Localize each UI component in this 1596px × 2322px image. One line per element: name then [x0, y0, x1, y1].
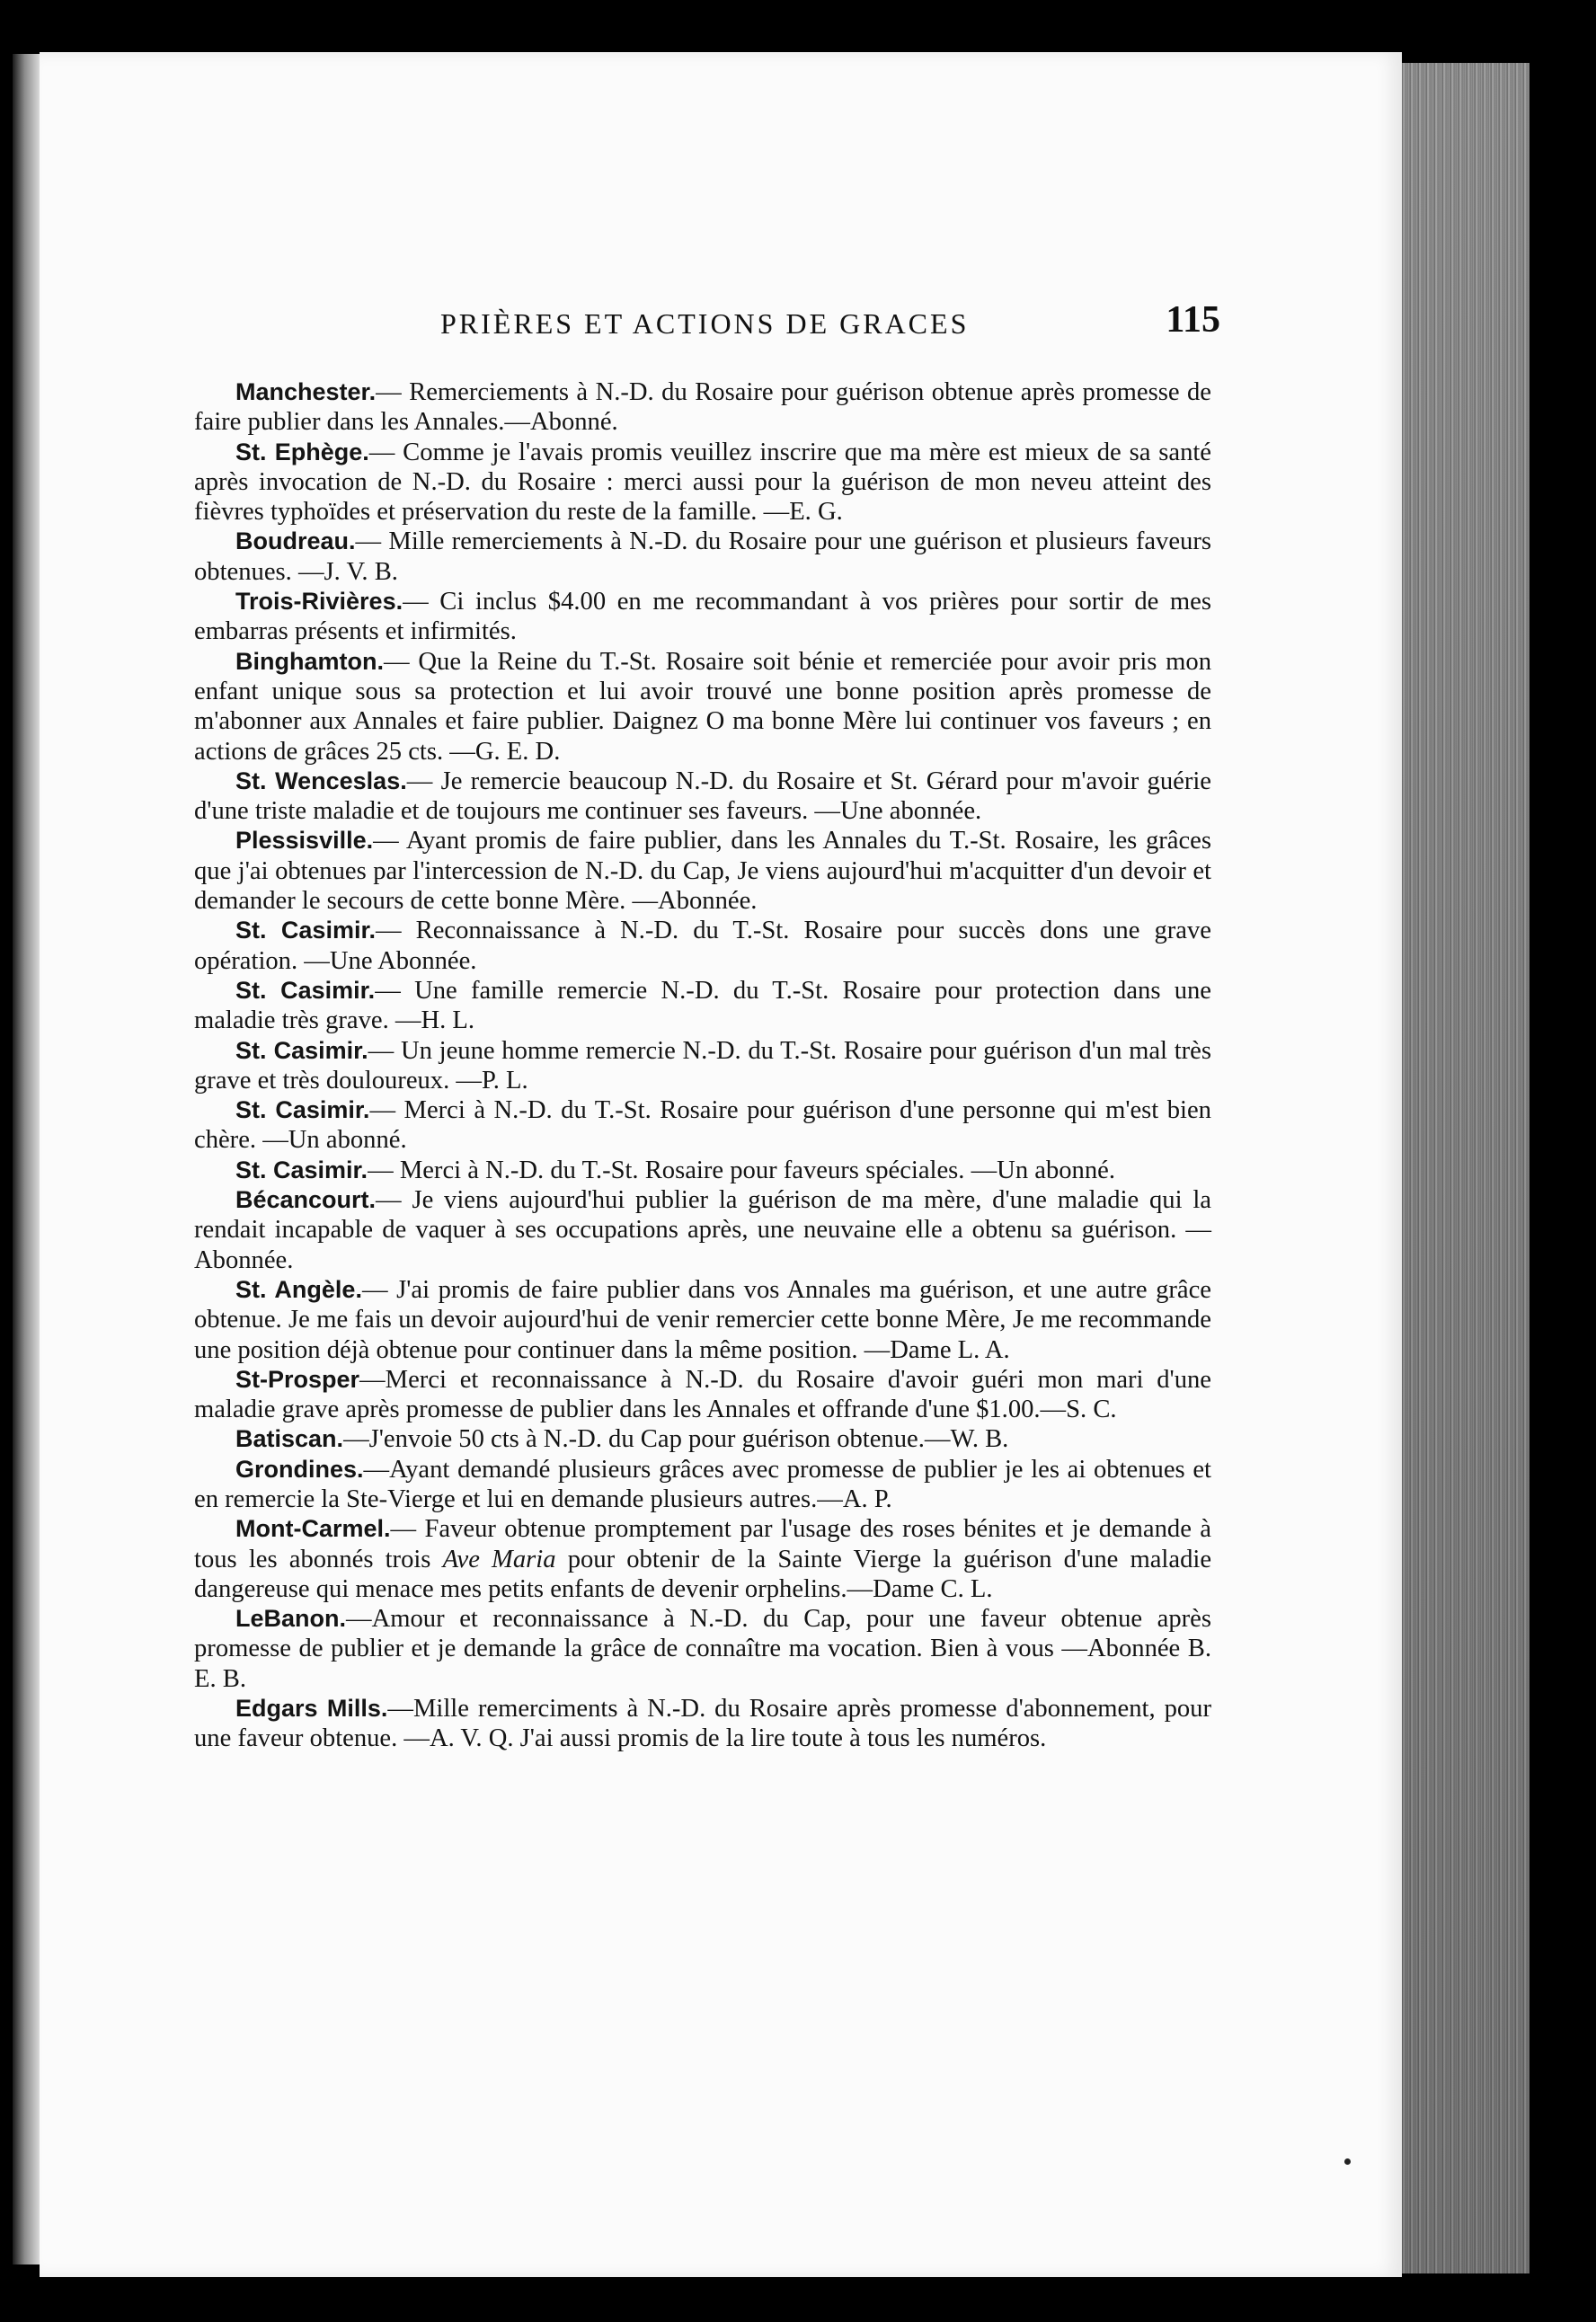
entry-text: — Je viens aujourd'hui publier la guérison de ma mère, d'une maladie qui la rendait incapable de vaquer à ses occupations après, une neuvaine elle a obtenu sa guérison. —Abonnée.: [194, 1186, 1211, 1274]
entry-edgars-mills: [194, 1694, 1211, 1754]
entry-manchester: [194, 377, 1211, 438]
entry-text: — Ci inclus $4.00 en me recommandant à vos prières pour sortir de mes embarras présents et infirmités.: [194, 588, 1211, 646]
entry-text: — Un jeune homme remercie N.-D. du T.-St. Rosaire pour guérison d'un mal très grave et très douloureux. —P. L.: [194, 1036, 1211, 1095]
entry-place: St. Casimir.: [235, 1036, 368, 1064]
entry-place: Binghamton.: [235, 647, 384, 675]
page-header: [207, 299, 1220, 359]
entry-place: Manchester.: [235, 378, 377, 405]
entry-st-ephege: [194, 438, 1211, 527]
page-stack-edge: [1391, 63, 1530, 2273]
entry-place: Mont-Carmel.: [235, 1515, 391, 1543]
entry-text: — Je remercie beaucoup N.-D. du Rosaire et St. Gérard pour m'avoir guérie d'une triste maladie et de toujours me continuer ses faveurs. —Une abonnée.: [194, 767, 1211, 826]
entry-text: — Merci à N.-D. du T.-St. Rosaire pour guérison d'une personne qui m'est bien chère. —Un abonné.: [194, 1096, 1211, 1155]
entry-place: St. Ephège.: [235, 438, 369, 465]
entry-place: Trois-Rivières.: [235, 588, 403, 616]
entry-place: St. Angèle.: [235, 1275, 362, 1303]
entry-text: —Mille remerciments à N.-D. du Rosaire après promesse d'abonnement, pour une faveur obtenue. —A. V. Q. J'ai aussi promis de la lire toute à tous les numéros.: [194, 1695, 1211, 1753]
entry-place: Boudreau.: [235, 527, 356, 555]
entry-st-casimir-3: [194, 1036, 1211, 1096]
entry-text-before: — Faveur obtenue promptement par l'usage des roses bénites et je demande à tous les abonnés trois: [194, 1515, 1211, 1573]
entry-text: — J'ai promis de faire publier dans vos Annales ma guérison, et une autre grâce obtenue. Je me fais un devoir aujourd'hui de venir remercier cette bonne Mère, Je me recommande une position déjà obtenue pour continuer dans la même position. —Dame L. A.: [194, 1275, 1211, 1364]
entry-trois-rivieres: [194, 587, 1211, 647]
entry-text: —Ayant demandé plusieurs grâces avec promesse de publier je les ai obtenues et en remercie la Ste-Vierge et lui en demande plusieurs autres.—A. P.: [194, 1455, 1211, 1513]
entry-place: Bécancourt.: [235, 1186, 377, 1214]
page-number: 115: [1166, 299, 1220, 341]
entry-place: St. Casimir.: [235, 1096, 370, 1124]
entry-place: Edgars Mills.: [235, 1695, 388, 1723]
entry-text: — Reconnaissance à N.-D. du T.-St. Rosaire pour succès dons une grave opération. —Une Abonnée.: [194, 917, 1211, 975]
entry-grondines: [194, 1455, 1211, 1515]
entry-text: — Comme je l'avais promis veuillez inscrire que ma mère est mieux de sa santé après invocation de N.-D. du Rosaire : merci aussi pour la guérison de mon neveu atteint des fièvres typhoïdes et préservation du reste de la famille. —E. G.: [194, 438, 1211, 527]
entry-text: —J'envoie 50 cts à N.-D. du Cap pour guérison obtenue.—W. B.: [343, 1425, 1009, 1454]
entry-text: — Une famille remercie N.-D. du T.-St. Rosaire pour protection dans une maladie très grave. —H. L.: [194, 976, 1211, 1035]
entry-text: —Amour et reconnaissance à N.-D. du Cap, pour une faveur obtenue après promesse de publier et je demande la grâce de connaître ma vocation. Bien à vous —Abonnée B. E. B.: [194, 1605, 1211, 1693]
entry-mont-carmel: [194, 1514, 1211, 1604]
entry-place: Grondines.: [235, 1455, 364, 1483]
running-title: PRIÈRES ET ACTIONS DE GRACES: [440, 307, 970, 340]
entry-becancourt: [194, 1185, 1211, 1275]
entry-place: St. Casimir.: [235, 1156, 368, 1183]
entry-st-wenceslas: [194, 767, 1211, 827]
entry-place: Batiscan.: [235, 1425, 344, 1453]
entry-st-casimir-4: [194, 1095, 1211, 1156]
entry-text: —Merci et reconnaissance à N.-D. du Rosaire d'avoir guéri mon mari d'une maladie grave après promesse de publier dans les Annales et offrande d'une $1.00.—S. C.: [194, 1365, 1211, 1424]
entry-place: St-Prosper: [235, 1365, 360, 1393]
page-body: [194, 377, 1211, 1754]
entry-batiscan: [194, 1424, 1211, 1454]
entry-place: St. Casimir.: [235, 917, 376, 944]
entry-plessisville: [194, 826, 1211, 916]
entry-st-casimir-5: [194, 1156, 1211, 1185]
entry-place: LeBanon.: [235, 1605, 347, 1633]
entry-lebanon: [194, 1604, 1211, 1694]
entry-text: — Que la Reine du T.-St. Rosaire soit bénie et remerciée pour avoir pris mon enfant unique sous sa protection et lui avoir trouvé une bonne position après promesse de m'abonner aux Annales et faire publier. Daignez O ma bonne Mère lui continuer vos faveurs ; en actions de grâces 25 cts. —G. E. D.: [194, 647, 1211, 766]
entry-place: St. Wenceslas.: [235, 767, 407, 794]
entry-binghamton: [194, 647, 1211, 767]
entry-st-casimir-2: [194, 976, 1211, 1036]
facing-page-edge: [13, 54, 40, 2264]
entry-place: Plessisville.: [235, 827, 374, 855]
entry-boudreau: [194, 527, 1211, 587]
ink-speck: [1344, 2158, 1351, 2165]
entry-text: — Mille remerciements à N.-D. du Rosaire pour une guérison et plusieurs faveurs obtenues. —J. V. B.: [194, 527, 1211, 586]
entry-st-angele: [194, 1275, 1211, 1365]
entry-text: — Merci à N.-D. du T.-St. Rosaire pour faveurs spéciales. —Un abonné.: [368, 1156, 1115, 1184]
entry-place: St. Casimir.: [235, 976, 376, 1004]
entry-italic-prayer: Ave Maria: [442, 1545, 556, 1573]
entry-text-after: pour obtenir de la Sainte Vierge la guérison d'une maladie dangereuse qui menace mes petits enfants de devenir orphelins.—Dame C. L.: [194, 1545, 1212, 1603]
entry-st-prosper: [194, 1365, 1211, 1425]
entry-st-casimir-1: [194, 916, 1211, 976]
entry-text: — Ayant promis de faire publier, dans les Annales du T.-St. Rosaire, les grâces que j'ai obtenues par l'intercession de N.-D. du Cap, Je viens aujourd'hui m'acquitter d'un devoir et demander le secours de cette bonne Mère. —Abonnée.: [194, 827, 1211, 916]
entry-text: — Remerciements à N.-D. du Rosaire pour guérison obtenue après promesse de faire publier dans les Annales.—Abonné.: [194, 378, 1211, 437]
